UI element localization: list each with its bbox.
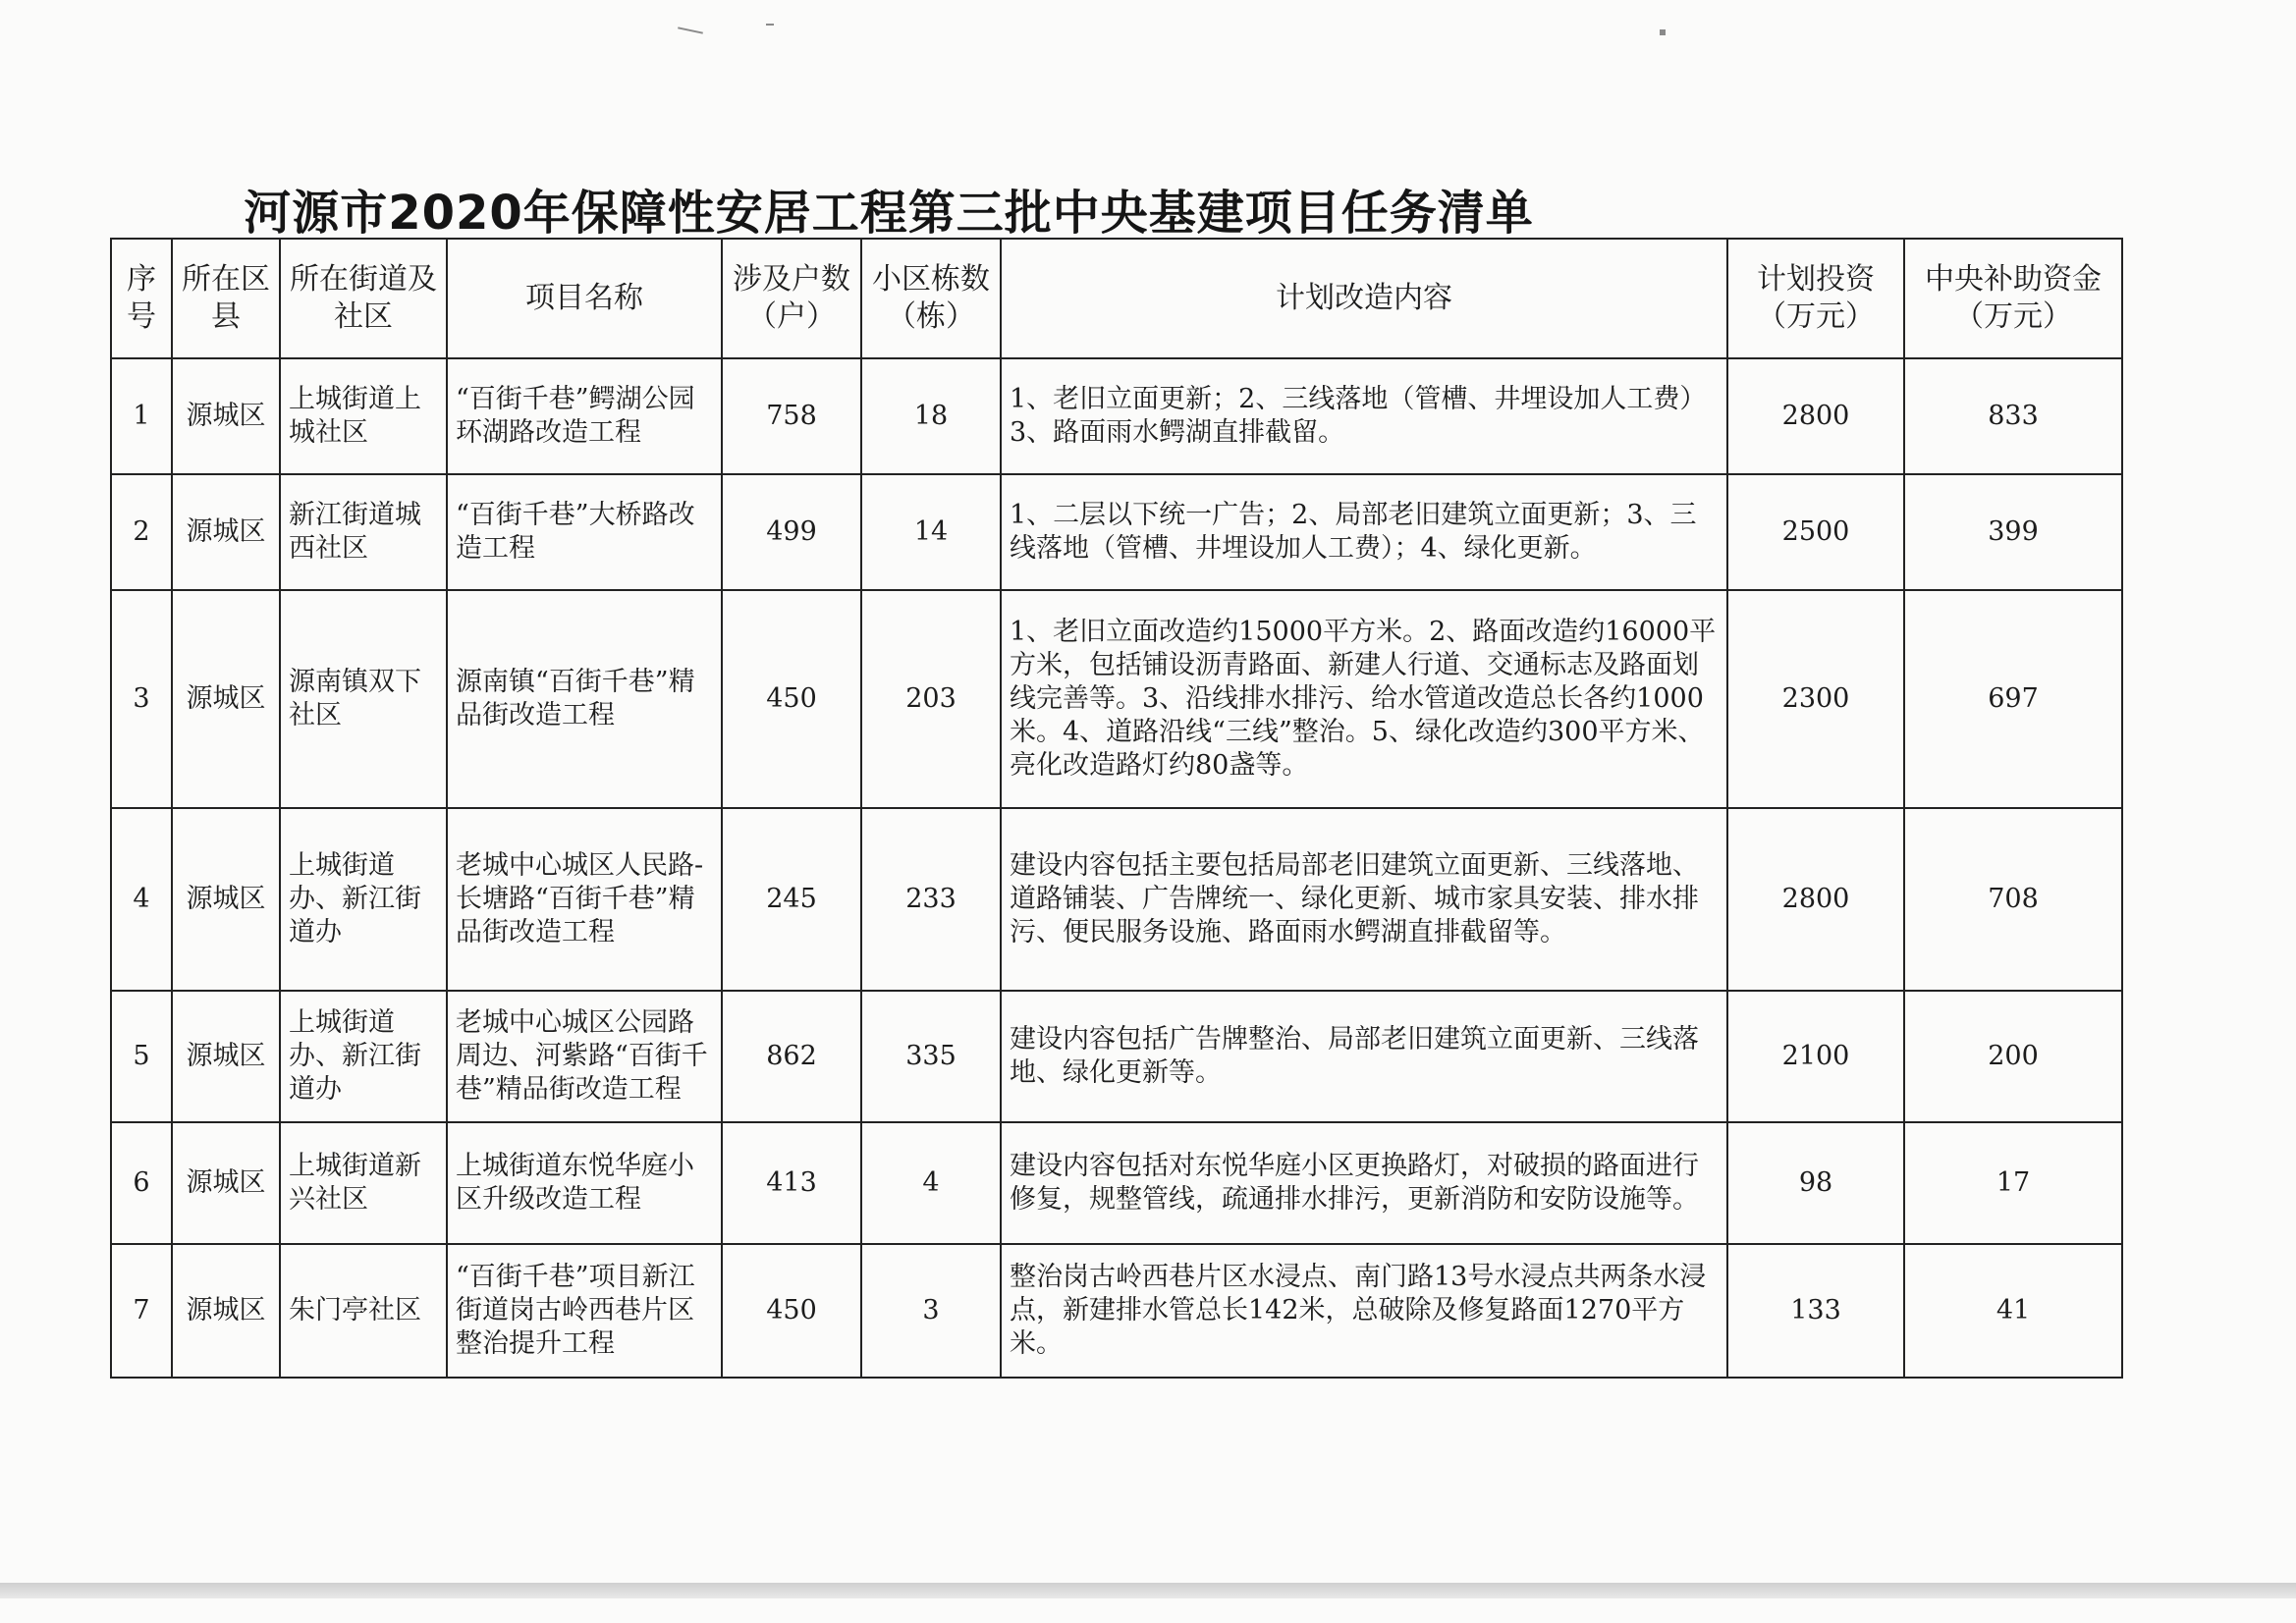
cell-street: 上城街道新兴社区 bbox=[280, 1122, 447, 1244]
cell-households: 245 bbox=[722, 808, 861, 991]
cell-households: 450 bbox=[722, 1244, 861, 1378]
cell-households: 450 bbox=[722, 590, 861, 808]
cell-households: 413 bbox=[722, 1122, 861, 1244]
cell-investment: 2800 bbox=[1727, 358, 1904, 474]
cell-subsidy: 399 bbox=[1904, 474, 2122, 590]
table-header-row bbox=[111, 239, 2122, 358]
cell-investment: 98 bbox=[1727, 1122, 1904, 1244]
cell-buildings: 203 bbox=[861, 590, 1001, 808]
scan-edge-shadow bbox=[0, 1583, 2296, 1598]
cell-project: 老城中心城区人民路-长塘路“百街千巷”精品街改造工程 bbox=[447, 808, 722, 991]
cell-buildings: 233 bbox=[861, 808, 1001, 991]
cell-investment: 2500 bbox=[1727, 474, 1904, 590]
cell-buildings: 18 bbox=[861, 358, 1001, 474]
cell-project: 源南镇“百街千巷”精品街改造工程 bbox=[447, 590, 722, 808]
table-row bbox=[111, 358, 2122, 474]
cell-county: 源城区 bbox=[172, 474, 280, 590]
cell-project: 老城中心城区公园路周边、河紫路“百街千巷”精品街改造工程 bbox=[447, 991, 722, 1122]
table-row bbox=[111, 590, 2122, 808]
task-list-table bbox=[110, 238, 2123, 1379]
cell-county: 源城区 bbox=[172, 358, 280, 474]
cell-county: 源城区 bbox=[172, 1122, 280, 1244]
cell-households: 758 bbox=[722, 358, 861, 474]
cell-street: 朱门亭社区 bbox=[280, 1244, 447, 1378]
cell-project: 上城街道东悦华庭小区升级改造工程 bbox=[447, 1122, 722, 1244]
cell-project: “百街千巷”鳄湖公园环湖路改造工程 bbox=[447, 358, 722, 474]
cell-subsidy: 833 bbox=[1904, 358, 2122, 474]
cell-county: 源城区 bbox=[172, 991, 280, 1122]
cell-seq: 5 bbox=[111, 991, 172, 1122]
scan-mark bbox=[766, 24, 774, 26]
cell-county: 源城区 bbox=[172, 1244, 280, 1378]
cell-content: 整治岗古岭西巷片区水浸点、南门路13号水浸点共两条水浸点，新建排水管总长142米，总破除及修复路面1270平方米。 bbox=[1001, 1244, 1727, 1378]
table-row bbox=[111, 474, 2122, 590]
header-seq: 序号 bbox=[111, 239, 172, 358]
header-investment: 计划投资（万元） bbox=[1727, 239, 1904, 358]
table-row bbox=[111, 991, 2122, 1122]
cell-county: 源城区 bbox=[172, 808, 280, 991]
cell-investment: 133 bbox=[1727, 1244, 1904, 1378]
cell-buildings: 4 bbox=[861, 1122, 1001, 1244]
cell-subsidy: 697 bbox=[1904, 590, 2122, 808]
header-content: 计划改造内容 bbox=[1001, 239, 1727, 358]
cell-seq: 3 bbox=[111, 590, 172, 808]
cell-subsidy: 708 bbox=[1904, 808, 2122, 991]
cell-county: 源城区 bbox=[172, 590, 280, 808]
scan-mark bbox=[1660, 29, 1666, 35]
header-buildings: 小区栋数（栋） bbox=[861, 239, 1001, 358]
cell-investment: 2800 bbox=[1727, 808, 1904, 991]
cell-content: 建设内容包括主要包括局部老旧建筑立面更新、三线落地、道路铺装、广告牌统一、绿化更新、城市家具安装、排水排污、便民服务设施、路面雨水鳄湖直排截留等。 bbox=[1001, 808, 1727, 991]
cell-seq: 2 bbox=[111, 474, 172, 590]
cell-investment: 2300 bbox=[1727, 590, 1904, 808]
table-row bbox=[111, 1122, 2122, 1244]
cell-buildings: 3 bbox=[861, 1244, 1001, 1378]
header-street: 所在街道及社区 bbox=[280, 239, 447, 358]
header-households: 涉及户数（户） bbox=[722, 239, 861, 358]
cell-seq: 7 bbox=[111, 1244, 172, 1378]
cell-street: 上城街道办、新江街道办 bbox=[280, 991, 447, 1122]
cell-street: 上城街道上城社区 bbox=[280, 358, 447, 474]
cell-content: 建设内容包括对东悦华庭小区更换路灯，对破损的路面进行修复，规整管线，疏通排水排污，更新消防和安防设施等。 bbox=[1001, 1122, 1727, 1244]
cell-seq: 4 bbox=[111, 808, 172, 991]
cell-content: 1、老旧立面更新；2、三线落地（管槽、井埋设加人工费）3、路面雨水鳄湖直排截留。 bbox=[1001, 358, 1727, 474]
cell-seq: 1 bbox=[111, 358, 172, 474]
cell-street: 源南镇双下社区 bbox=[280, 590, 447, 808]
cell-buildings: 335 bbox=[861, 991, 1001, 1122]
cell-subsidy: 17 bbox=[1904, 1122, 2122, 1244]
cell-subsidy: 41 bbox=[1904, 1244, 2122, 1378]
cell-subsidy: 200 bbox=[1904, 991, 2122, 1122]
cell-buildings: 14 bbox=[861, 474, 1001, 590]
cell-seq: 6 bbox=[111, 1122, 172, 1244]
cell-households: 862 bbox=[722, 991, 861, 1122]
cell-households: 499 bbox=[722, 474, 861, 590]
cell-street: 上城街道办、新江街道办 bbox=[280, 808, 447, 991]
header-subsidy: 中央补助资金（万元） bbox=[1904, 239, 2122, 358]
cell-street: 新江街道城西社区 bbox=[280, 474, 447, 590]
cell-project: “百街千巷”项目新江街道岗古岭西巷片区整治提升工程 bbox=[447, 1244, 722, 1378]
header-project: 项目名称 bbox=[447, 239, 722, 358]
scan-mark bbox=[678, 27, 703, 33]
cell-investment: 2100 bbox=[1727, 991, 1904, 1122]
table-row bbox=[111, 808, 2122, 991]
table-row bbox=[111, 1244, 2122, 1378]
cell-content: 建设内容包括广告牌整治、局部老旧建筑立面更新、三线落地、绿化更新等。 bbox=[1001, 991, 1727, 1122]
header-county: 所在区县 bbox=[172, 239, 280, 358]
cell-project: “百街千巷”大桥路改造工程 bbox=[447, 474, 722, 590]
cell-content: 1、二层以下统一广告；2、局部老旧建筑立面更新；3、三线落地（管槽、井埋设加人工费）；4、绿化更新。 bbox=[1001, 474, 1727, 590]
document-title: 河源市2020年保障性安居工程第三批中央基建项目任务清单 bbox=[244, 186, 1534, 241]
cell-content: 1、老旧立面改造约15000平方米。2、路面改造约16000平方米，包括铺设沥青路面、新建人行道、交通标志及路面划线完善等。3、沿线排水排污、给水管道改造总长各约1000米。4、道路沿线“三线”整治。5、绿化改造约300平方米、亮化改造路灯约80盏等。 bbox=[1001, 590, 1727, 808]
